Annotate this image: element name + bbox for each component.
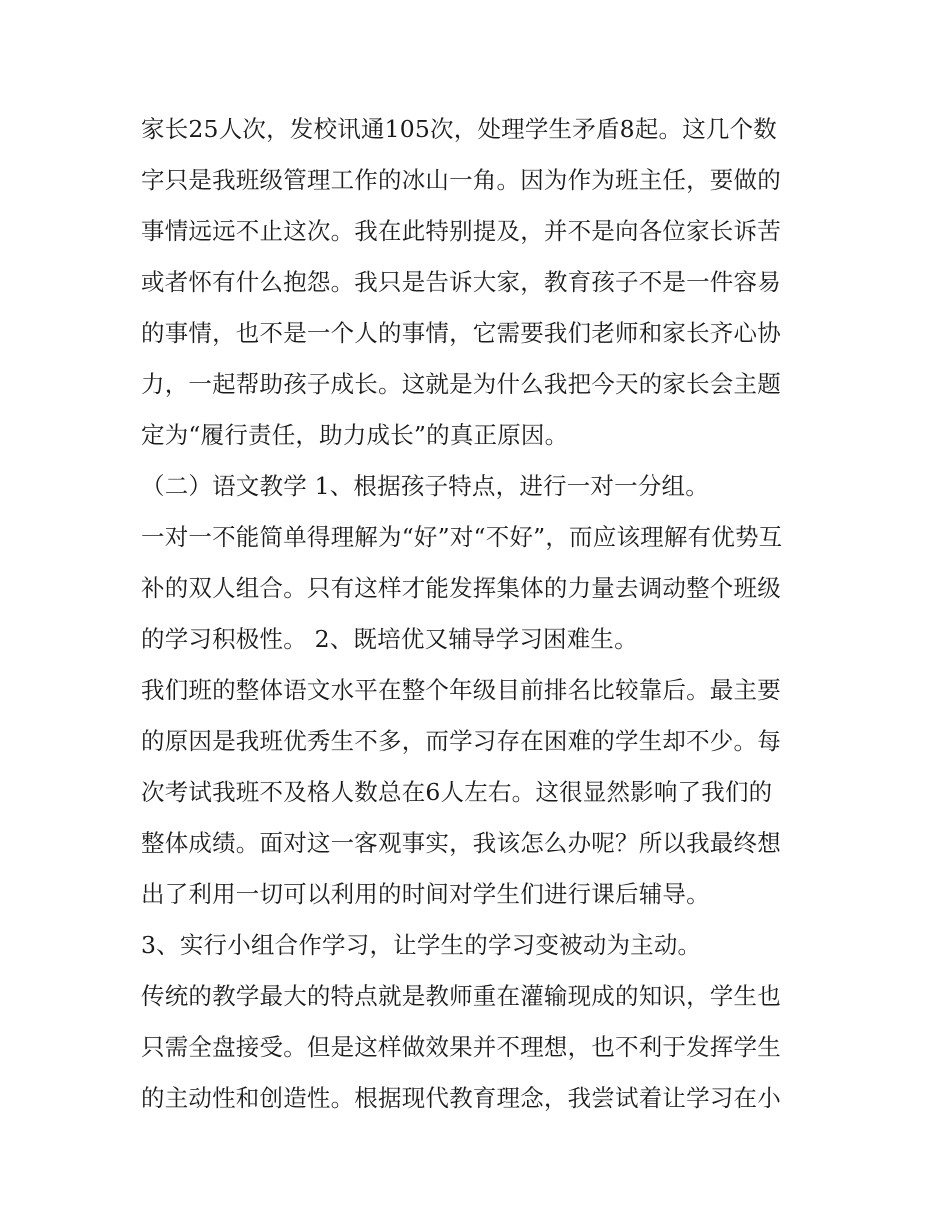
text-line: 一对一不能简单得理解为“好”对“不好”，而应该理解有优势互 bbox=[141, 523, 783, 551]
section-heading: （二）语文教学 1、根据孩子特点，进行一对一分组。 bbox=[141, 472, 709, 500]
text-line: 力，一起帮助孩子成长。这就是为什么我把今天的家长会主题 bbox=[141, 370, 781, 398]
text-line: 整体成绩。面对这一客观事实，我该怎么办呢？所以我最终想 bbox=[141, 829, 781, 857]
text-line: 或者怀有什么抱怨。我只是告诉大家，教育孩子不是一件容易 bbox=[141, 268, 781, 296]
text-line: 定为“履行责任，助力成长”的真正原因。 bbox=[141, 421, 569, 449]
text-line: 只需全盘接受。但是这样做效果并不理想，也不利于发挥学生 bbox=[141, 1033, 781, 1061]
section-heading: 3、实行小组合作学习，让学生的学习变被动为主动。 bbox=[141, 931, 702, 959]
text-line: 传统的教学最大的特点就是教师重在灌输现成的知识，学生也 bbox=[141, 982, 781, 1010]
text-line: 补的双人组合。只有这样才能发挥集体的力量去调动整个班级 bbox=[141, 574, 781, 602]
text-line: 出了利用一切可以利用的时间对学生们进行课后辅导。 bbox=[141, 880, 710, 908]
text-line: 家长25人次，发校讯通105次，处理学生矛盾8起。这几个数 bbox=[141, 115, 778, 143]
text-line: 字只是我班级管理工作的冰山一角。因为作为班主任，要做的 bbox=[141, 166, 781, 194]
text-line: 的主动性和创造性。根据现代教育理念，我尝试着让学习在小 bbox=[141, 1084, 781, 1112]
text-line: 的事情，也不是一个人的事情，它需要我们老师和家长齐心协 bbox=[141, 319, 781, 347]
text-line: 事情远远不止这次。我在此特别提及，并不是向各位家长诉苦 bbox=[141, 217, 781, 245]
text-line: 我们班的整体语文水平在整个年级目前排名比较靠后。最主要 bbox=[141, 676, 781, 704]
text-line: 次考试我班不及格人数总在6人左右。这很显然影响了我们的 bbox=[141, 778, 773, 806]
text-line: 的原因是我班优秀生不多，而学习存在困难的学生却不少。每 bbox=[141, 727, 781, 755]
text-line: 的学习积极性。 2、既培优又辅导学习困难生。 bbox=[141, 625, 638, 653]
